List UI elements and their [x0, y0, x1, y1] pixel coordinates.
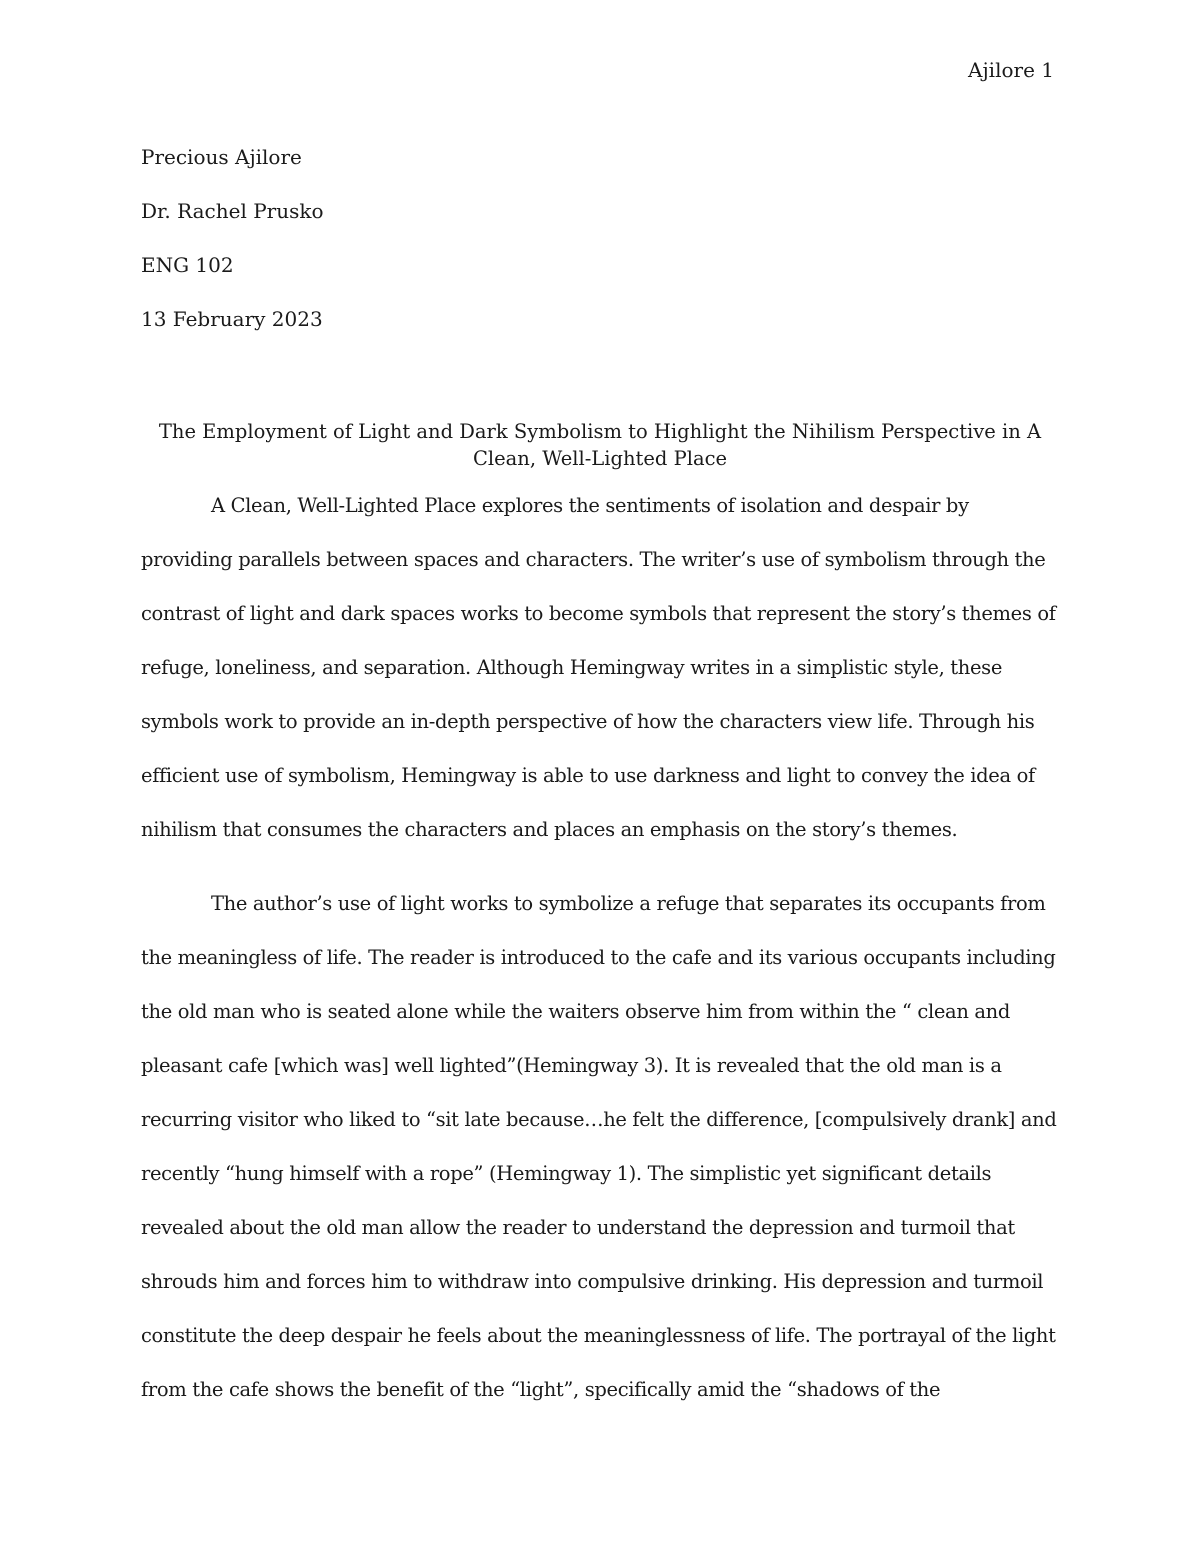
paragraph-line: contrast of light and dark spaces works to become symbols that represent the story’s themes of	[141, 602, 1056, 625]
essay-title	[141, 418, 1059, 472]
paragraph-line: from the cafe shows the benefit of the “light”, specifically amid the “shadows of the	[141, 1378, 941, 1401]
paragraph-line: revealed about the old man allow the reader to understand the depression and turmoil that	[141, 1216, 1015, 1239]
paragraph-line: providing parallels between spaces and characters. The writer’s use of symbolism through the	[141, 548, 1046, 571]
paragraph-line: The author’s use of light works to symbolize a refuge that separates its occupants from	[211, 892, 1046, 915]
paragraph-line: refuge, loneliness, and separation. Although Hemingway writes in a simplistic style, these	[141, 656, 1003, 679]
paragraph-line: the old man who is seated alone while the waiters observe him from within the “ clean and	[141, 1000, 1010, 1023]
course-name: ENG 102	[141, 253, 234, 277]
paragraph-line: efficient use of symbolism, Hemingway is able to use darkness and light to convey the idea of	[141, 764, 1035, 787]
paragraph-line: A Clean, Well-Lighted Place explores the sentiments of isolation and despair by	[211, 494, 969, 517]
paragraph-line: shrouds him and forces him to withdraw into compulsive drinking. His depression and turmoil	[141, 1270, 1044, 1293]
essay-date: 13 February 2023	[141, 307, 323, 331]
paragraph-line: the meaningless of life. The reader is introduced to the cafe and its various occupants including	[141, 946, 1056, 969]
essay-title-line: Clean, Well-Lighted Place	[472, 447, 728, 470]
paragraph-line: constitute the deep despair he feels about the meaninglessness of life. The portrayal of the light	[141, 1324, 1056, 1347]
paragraph-line: recently “hung himself with a rope” (Hemingway 1). The simplistic yet significant details	[141, 1162, 992, 1185]
paragraph-line: pleasant cafe [which was] well lighted”(Hemingway 3). It is revealed that the old man is a	[141, 1054, 1002, 1077]
paragraph-line: symbols work to provide an in-depth perspective of how the characters view life. Through his	[141, 710, 1035, 733]
instructor-name: Dr. Rachel Prusko	[141, 199, 324, 223]
paragraph-line: nihilism that consumes the characters and places an emphasis on the story’s themes.	[141, 818, 958, 841]
running-head-page-number: Ajilore 1	[968, 58, 1054, 82]
essay-title-line: The Employment of Light and Dark Symbolism to Highlight the Nihilism Perspective in A	[158, 420, 1042, 443]
author-name: Precious Ajilore	[141, 145, 302, 169]
paragraph-line: recurring visitor who liked to “sit late because…he felt the difference, [compulsively drank] and	[141, 1108, 1057, 1131]
